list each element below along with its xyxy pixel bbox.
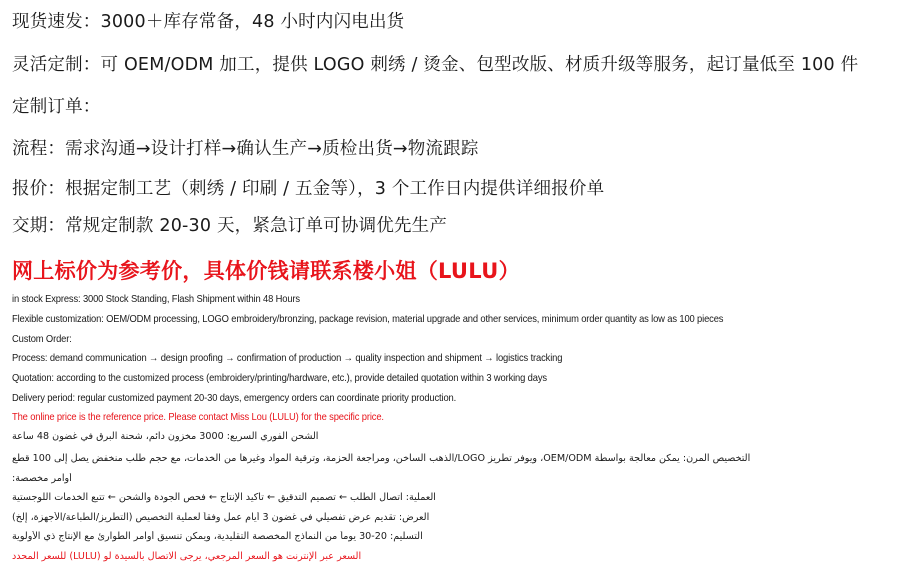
ar-price-notice: السعر عبر الإنترنت هو السعر المرجعي، يرجى الاتصال بالسيدة لو (LULU) للسعر المحدد [12, 551, 362, 562]
cn-delivery-line: 交期：常规定制款 20-30 天，紧急订单可协调优先生产 [12, 216, 448, 236]
cn-customization-line: 灵活定制：可 OEM/ODM 加工，提供 LOGO 刺绣 / 烫金、包型改版、材质升级等服务，起订量低至 100 件 [12, 55, 859, 75]
cn-custom-order-heading: 定制订单： [12, 97, 101, 117]
cn-price-notice: 网上标价为参考价，具体价钱请联系楼小姐（LULU） [12, 259, 520, 283]
ar-process-line: العملية: اتصال الطلب ← تصميم التدقيق ← تأكيد الإنتاج ← فحص الجودة والشحن ← تتبع الخدمات اللوجستية [12, 492, 436, 503]
en-process-line: Process: demand communication → design proofing → confirmation of production → quality inspection and shipment → logistics tracking [12, 353, 563, 364]
en-price-notice: The online price is the reference price. Please contact Miss Lou (LULU) for the specific price. [12, 412, 384, 423]
ar-custom-order-heading: أوامر مخصصة: [12, 473, 72, 484]
en-custom-order-heading: Custom Order: [12, 334, 72, 345]
ar-in-stock-line: الشحن الفوري السريع: 3000 مخزون دائم، شحنة البرق في غضون 48 ساعة [12, 431, 319, 442]
en-quotation-line: Quotation: according to the customized process (embroidery/printing/hardware, etc.), provide detailed quotation within 3 working days [12, 373, 547, 384]
cn-process-line: 流程：需求沟通→设计打样→确认生产→质检出货→物流跟踪 [12, 139, 479, 159]
en-customization-line: Flexible customization: OEM/ODM processing, LOGO embroidery/bronzing, package revision, material upgrade and other services, minimum order quantity as low as 100 pieces [12, 314, 724, 325]
cn-in-stock-line: 现货速发：3000＋库存常备，48 小时内闪电出货 [12, 12, 405, 32]
cn-quotation-line: 报价：根据定制工艺（刺绣 / 印刷 / 五金等），3 个工作日内提供详细报价单 [12, 179, 605, 199]
ar-quotation-line: العرض: تقديم عرض تفصيلي في غضون 3 أيام عمل وفقاً لعملية التخصيص (التطريز/الطباعة/الأجهزة، إلخ) [12, 512, 430, 523]
ar-customization-line: التخصيص المرن: يمكن معالجة بواسطة OEM/ODM، ويوفر تطريز LOGO/الذهب الساخن، ومراجعة الحزمة، وترقية المواد وغيرها من الخدمات، مع حجم طلب منخفض يصل إلى 100 قطع [12, 453, 751, 464]
en-delivery-line: Delivery period: regular customized payment 20-30 days, emergency orders can coordinate priority production. [12, 393, 457, 404]
ar-delivery-line: التسليم: 20-30 يوماً من النماذج المخصصة التقليدية، ويمكن تنسيق أوامر الطوارئ مع الإنتاج ذي الأولوية [12, 531, 423, 542]
en-in-stock-line: in stock Express: 3000 Stock Standing, Flash Shipment within 48 Hours [12, 294, 300, 305]
